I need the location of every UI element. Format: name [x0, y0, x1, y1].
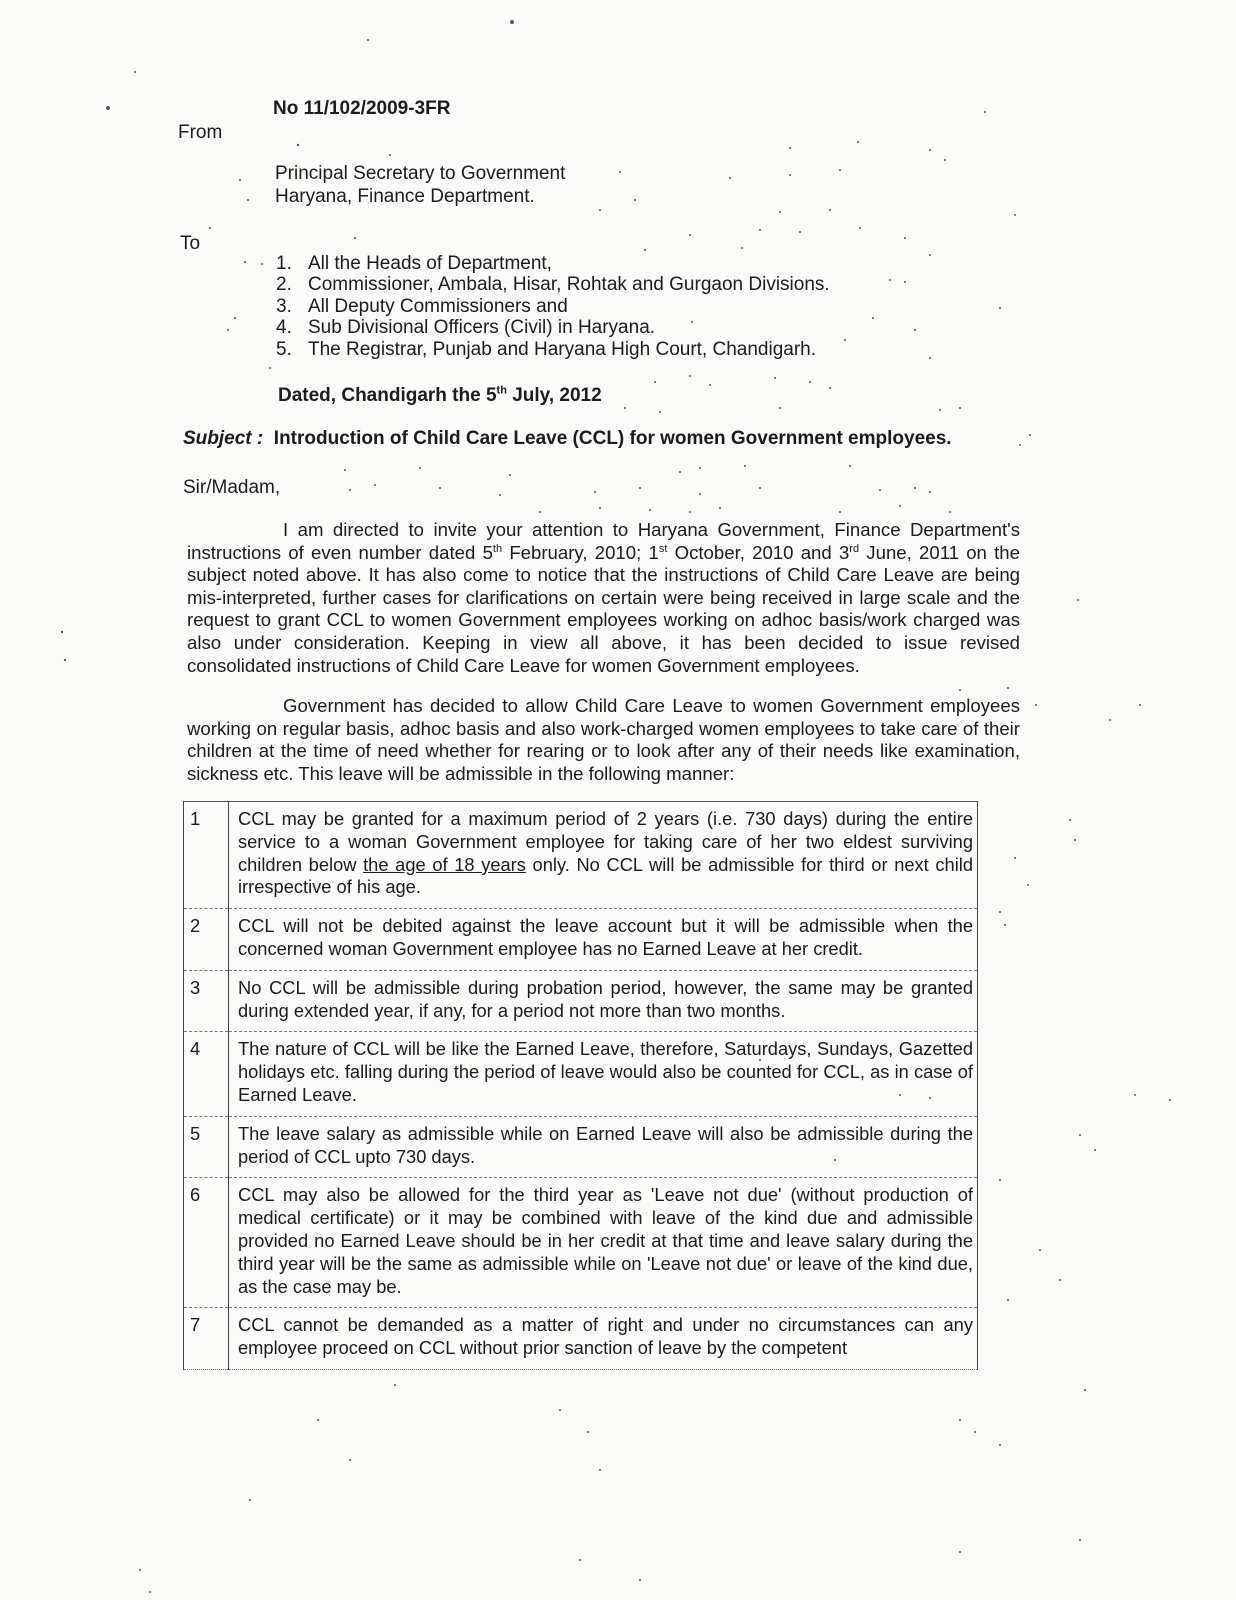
rule-number: 1	[184, 802, 229, 909]
table-row	[184, 1308, 978, 1370]
rule-number: 2	[184, 909, 229, 971]
rule-underlined-text: the age of 18 years	[363, 853, 526, 875]
table-row	[184, 1178, 978, 1308]
recipient-text: All Deputy Commissioners and	[308, 296, 568, 317]
recipient-item	[276, 296, 568, 318]
letter-date	[278, 385, 602, 407]
table-row	[184, 1032, 978, 1116]
table-row	[184, 1116, 978, 1178]
paragraph-2: Government has decided to allow Child Care Leave to women Government employees working on regular basis, adhoc basis and also work-charged women employees to take care of their children at the time of need whether for rearing or to look after any of their needs like examination, sickness etc. This leave will be admissible in the following manner:	[187, 695, 1020, 784]
rule-text: CCL may be granted for a maximum period of 2 years (i.e. 730 days) during the entire service to a woman Government employee for taking care of her two eldest surviving children below the age of 18 years only. No CCL will be admissible for third or next child irrespective of his age.	[229, 802, 978, 909]
rule-text: The nature of CCL will be like the Earned Leave, therefore, Saturdays, Sundays, Gazetted holidays etc. falling during the period of leave would also be counted for CCL, as in case of Earned Leave.	[229, 1032, 978, 1116]
recipient-text: Sub Divisional Officers (Civil) in Haryana.	[308, 317, 656, 338]
rule-number: 4	[184, 1032, 229, 1116]
subject-text: Introduction of Child Care Leave (CCL) for women Government employees.	[273, 428, 952, 449]
paragraph-1: I am directed to invite your attention to Haryana Government, Finance Department's instructions of even number dated 5th February, 2010; 1st October, 2010 and 3rd June, 2011 on the subject noted above. It has also come to notice that the instructions of Child Care Leave are being mis-interpreted, further cases for clarifications on certain were being received in large scale and the request to grant CCL to women Government employees working on adhoc basis/work charged was also under consideration. Keeping in view all above, it has been decided to issue revised consolidated instructions of Child Care Leave for women Government employees.	[187, 519, 1020, 676]
sender-line-1: Principal Secretary to Government	[275, 163, 566, 184]
table-row	[184, 909, 978, 971]
rule-text: CCL may also be allowed for the third year as 'Leave not due' (without production of medical certificate) or it may be combined with leave of the kind due and admissible provided no Earned Leave should be in her credit at that time and leave salary during the third year will be the same as admissible while on 'Leave not due' or leave of the kind due, as the case may be.	[229, 1178, 978, 1308]
recipient-number: 4.	[276, 317, 292, 338]
recipient-item	[276, 317, 655, 339]
date-prefix: Dated, Chandigarh the	[278, 385, 481, 406]
recipient-text: The Registrar, Punjab and Haryana High Court, Chandigarh.	[308, 339, 817, 360]
rule-number: 6	[184, 1178, 229, 1308]
rule-number: 5	[184, 1116, 229, 1178]
recipient-number: 5.	[276, 339, 292, 360]
date-suffix: th	[496, 384, 507, 397]
ccl-rules-table	[183, 801, 978, 1370]
rule-text: CCL cannot be demanded as a matter of right and under no circumstances can any employee proceed on CCL without prior sanction of leave by the competent	[229, 1308, 978, 1370]
rule-text: The leave salary as admissible while on Earned Leave will also be admissible during the period of CCL upto 730 days.	[229, 1116, 978, 1178]
rule-text: No CCL will be admissible during probation period, however, the same may be granted during extended year, if any, for a period not more than two months.	[229, 970, 978, 1032]
recipient-text: All the Heads of Department,	[308, 253, 552, 274]
recipient-number: 3.	[276, 296, 292, 317]
date-rest: July, 2012	[512, 385, 602, 406]
date-day: 5	[485, 385, 497, 406]
table-row	[184, 970, 978, 1032]
recipient-item	[276, 253, 552, 275]
recipient-text: Commissioner, Ambala, Hisar, Rohtak and Gurgaon Divisions.	[308, 274, 830, 295]
salutation: Sir/Madam,	[183, 477, 281, 498]
subject-line	[183, 428, 952, 450]
sender-line-2: Haryana, Finance Department.	[275, 186, 535, 207]
recipient-number: 1.	[276, 253, 292, 274]
table-row	[184, 802, 978, 909]
letter-number: No 11/102/2009-3FR	[273, 98, 451, 119]
rule-number: 3	[184, 970, 229, 1032]
recipient-item	[276, 339, 816, 361]
rule-text: CCL will not be debited against the leave account but it will be admissible when the concerned woman Government employee has no Earned Leave at her credit.	[229, 909, 978, 971]
rule-number: 7	[184, 1308, 229, 1370]
to-label: To	[180, 233, 201, 254]
from-label: From	[178, 122, 223, 143]
recipient-number: 2.	[276, 274, 292, 295]
subject-label: Subject :	[183, 428, 264, 449]
recipient-item	[276, 274, 830, 296]
